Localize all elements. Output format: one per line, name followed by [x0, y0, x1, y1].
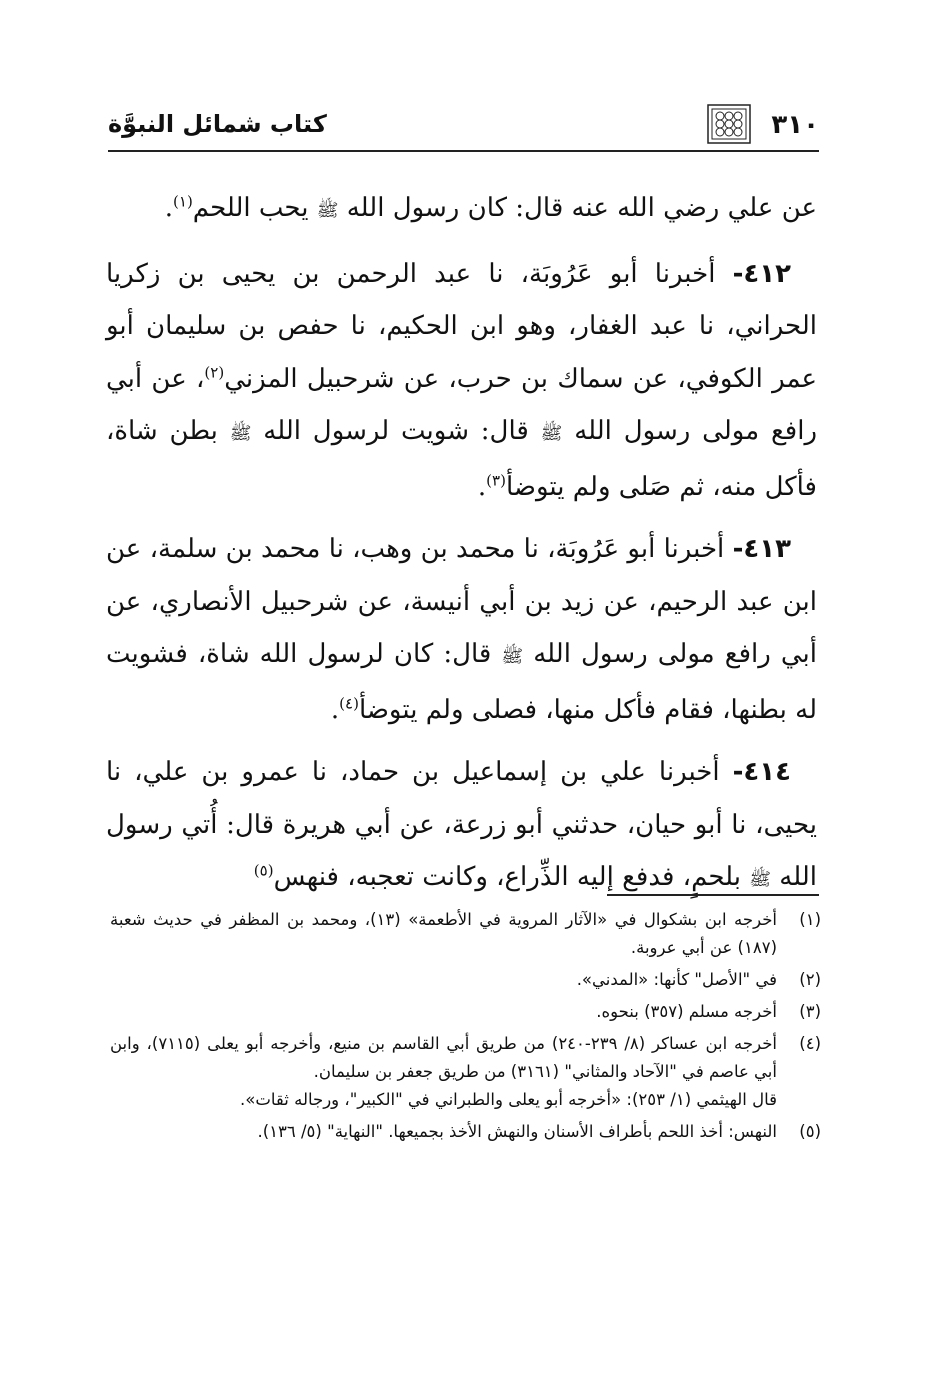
footnote-label: (٢)	[799, 970, 821, 989]
footnote-line: أخرجه ابن عساكر (٨/ ٢٣٩-٢٤٠) من طريق أبي القاسم بن منيع، وأخرجه أبو يعلى (٧١١٥)، وابن أبي عاصم في "الآحاد والمثاني" (٣١٦١) من طريق جعفر بن سليمان.	[110, 1034, 777, 1081]
footnote-line: النهس: أخذ اللحم بأطراف الأسنان والنهش الأخذ بجميعها. "النهاية" (٥/ ١٣٦).	[257, 1122, 777, 1141]
footnote-1	[110, 906, 821, 962]
text-span: .	[164, 193, 174, 223]
text-span: ، عن أبي رافع مولى رسول الله	[106, 363, 818, 446]
hadith-413	[106, 523, 817, 736]
hadith-number: ٤١٤-	[732, 757, 791, 787]
text-span: أخبرنا أبو عَرُوبَة، نا عبد الرحمن بن يحيى بن زكريا الحراني، نا عبد الغفار، وهو ابن الحكيم، نا حفص بن سليمان أبو عمر الكوفي، عن سماك بن حرب، عن شرحبيل المزني	[106, 258, 817, 394]
footnote-line: قال الهيثمي (١/ ٢٥٣): «أخرجه أبو يعلى والطبراني في "الكبير"، ورجاله ثقات».	[240, 1090, 777, 1109]
footnote-separator	[607, 894, 819, 896]
intro-paragraph	[106, 182, 817, 238]
hadith-number: ٤١٢-	[732, 258, 791, 289]
footnote-label: (١)	[799, 910, 821, 929]
text-span: أخبرنا أبو عَرُوبَة، نا محمد بن وهب، نا محمد بن سلمة، عن ابن عبد الرحيم، عن زيد بن أبي أنيسة، عن شرحبيل الأنصاري، عن أبي رافع مولى رسول الله	[106, 534, 817, 669]
running-header	[108, 98, 819, 152]
footnote-ref: (٤)	[339, 693, 359, 712]
footnote-line: أخرجه مسلم (٣٥٧) بنحوه.	[596, 1002, 777, 1021]
footnote-text	[110, 1030, 777, 1114]
main-text	[106, 182, 817, 907]
running-title: كتاب شمائل النبوَّة	[108, 110, 327, 138]
footnote-text	[110, 998, 777, 1026]
footnote-text	[110, 1118, 777, 1146]
salutation-glyph: ﷺ	[749, 869, 772, 890]
salutation-glyph: ﷺ	[316, 200, 339, 221]
footnote-5	[110, 1118, 821, 1146]
hadith-412	[106, 248, 817, 514]
hadith-414	[106, 746, 817, 907]
footnote-ref: (١)	[173, 192, 193, 211]
text-span: قال: شويت لرسول الله	[251, 416, 541, 446]
salutation-glyph: ﷺ	[540, 423, 563, 444]
text-span: بطن شاة، فأكل منه، ثم صَلى ولم يتوضأ	[106, 416, 817, 502]
footnote-3	[110, 998, 821, 1026]
text-span: .	[330, 694, 340, 725]
footnote-label: (٤)	[799, 1034, 821, 1053]
text-span: عن علي رضي الله عنه قال: كان رسول الله	[338, 193, 817, 223]
text-span: أخبرنا علي بن إسماعيل بن حماد، نا عمرو بن علي، نا يحيى، نا أبو حيان، حدثني أبو زرعة، عن أبي هريرة قال: أُتي رسول الله	[106, 757, 817, 892]
text-span: قال: كان لرسول الله شاة، فشويت له بطنها، فقام فأكل منها، فصلى ولم يتوضأ	[106, 639, 817, 725]
salutation-glyph: ﷺ	[501, 646, 524, 667]
text-span: يحب اللحم	[192, 193, 317, 223]
salutation-glyph: ﷺ	[229, 423, 252, 444]
footnote-4	[110, 1030, 821, 1114]
footnote-label: (٣)	[799, 1002, 821, 1021]
page-number: ٣١٠	[771, 110, 819, 140]
text-span: .	[477, 471, 487, 502]
footnotes	[110, 906, 821, 1150]
footnote-2	[110, 966, 821, 994]
hadith-number: ٤١٣-	[732, 534, 791, 564]
footnote-ref: (٢)	[204, 362, 225, 381]
footnote-label: (٥)	[799, 1122, 821, 1141]
ornament-icon	[707, 104, 751, 144]
footnote-ref: (٣)	[486, 470, 506, 489]
footnote-text	[110, 966, 777, 994]
footnote-line: أخرجه ابن بشكوال في «الآثار المروية في الأطعمة» (١٣)، ومحمد بن المظفر في حديث شعبة (١٨٧) عن أبي عروبة.	[110, 910, 777, 957]
text-span: بلحمٍ، فدفع إليه الذِّراع، وكانت تعجبه، فنهس	[273, 862, 750, 892]
footnote-ref: (٥)	[253, 861, 274, 880]
footnote-text	[110, 906, 777, 962]
footnote-line: في "الأصل" كأنها: «المدني».	[576, 970, 777, 989]
